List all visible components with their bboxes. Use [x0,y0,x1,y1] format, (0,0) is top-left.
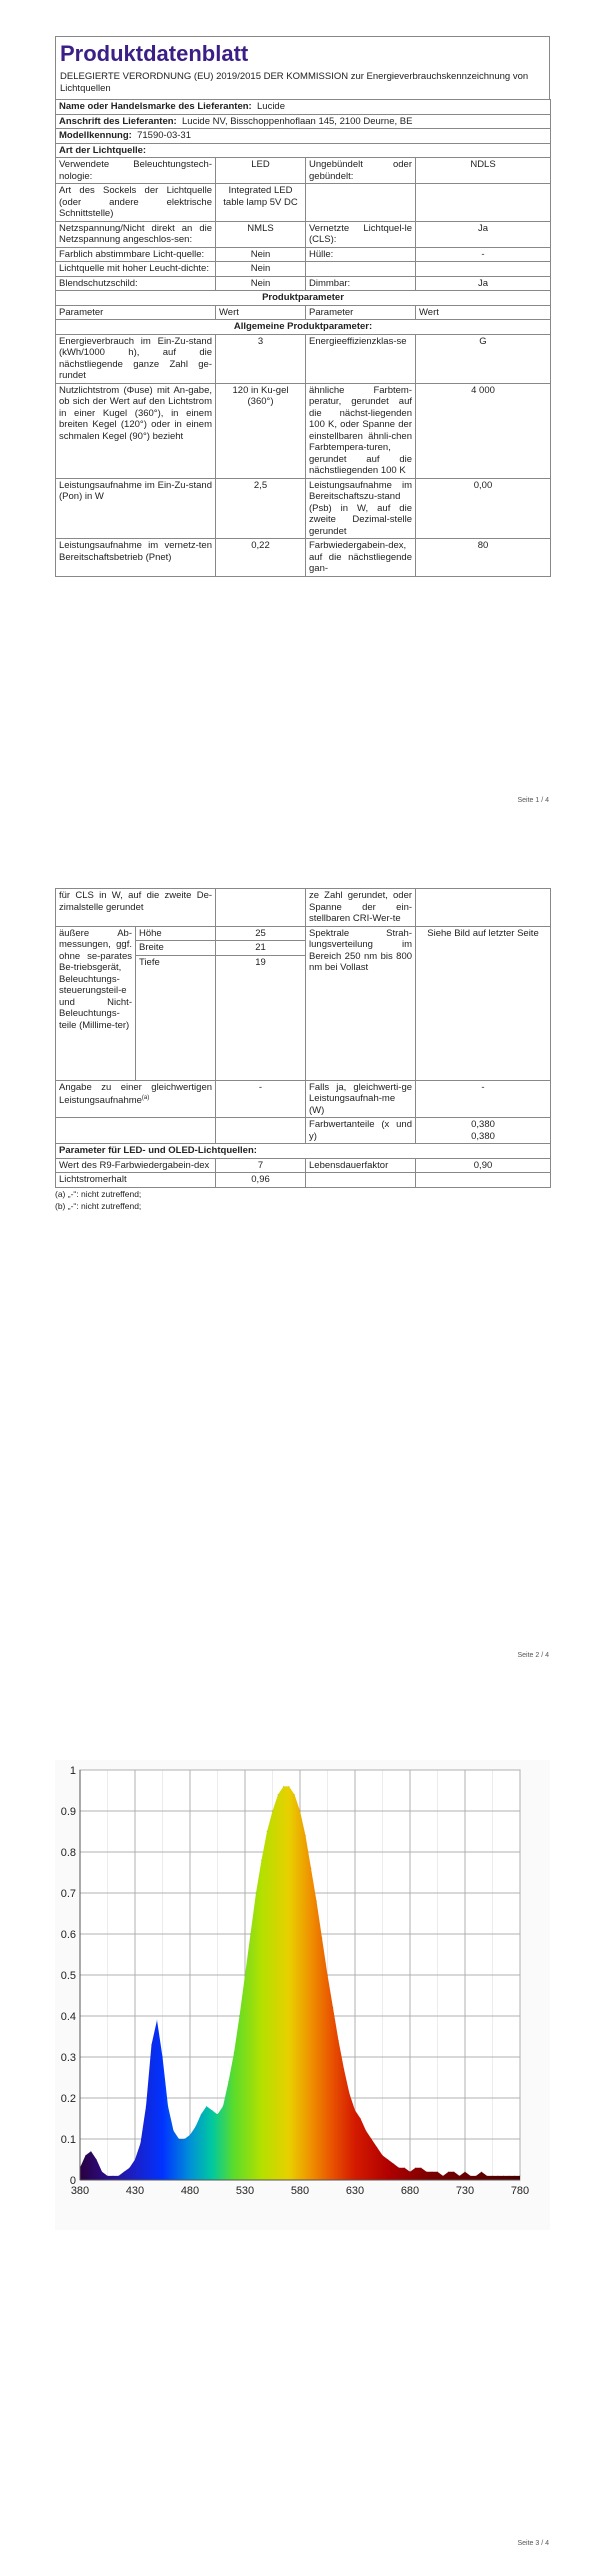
datasheet-page-2 [55,888,550,1212]
page-3 [0,1720,604,2560]
spectrum-point [404,2167,405,2168]
spectrum-point [217,2114,218,2115]
spectrum-point [283,1786,284,1787]
x-tick-label: 480 [180,2185,200,2197]
spectrum-point [409,2171,410,2172]
energy-class-label: Energieeffizienzklas-se [306,334,416,383]
bundled-label: Ungebündelt oder gebündelt: [306,158,416,184]
spectrum-point [475,2175,476,2176]
depth-label: Tiefe [136,955,216,1080]
spectrum-point [420,2167,421,2168]
spd-value: Siehe Bild auf letzter Seite [416,926,551,1080]
spectrum-point [459,2175,460,2176]
x-tick-label: 430 [125,2185,145,2197]
y-tick-label: 0.5 [60,1970,76,1982]
spectrum-point [101,2171,102,2172]
spectrum-point [85,2155,86,2156]
supplier-name-row: Name oder Handelsmarke des Lieferanten: Lucide [56,100,551,115]
colour-tunable-value: Nein [216,247,306,262]
spectrum-point [173,2130,174,2131]
spectrum-point [519,2175,520,2176]
spectrum-point [239,2015,240,2016]
energy-on-label: Energieverbrauch im Ein-Zu-stand (kWh/1000 h), auf die nächstliegende ganze Zahl ge-rundet [56,334,216,383]
spectrum-point [464,2171,465,2172]
page-2 [0,880,604,1670]
height-label: Höhe [136,926,216,941]
energy-on-value: 3 [216,334,306,383]
datasheet-table-1 [55,99,551,577]
lumen-maintenance-label: Lichtstromerhalt [56,1173,216,1188]
standby-value: 0,00 [416,478,551,539]
spectrum-point [107,2175,108,2176]
cri-value: 80 [416,539,551,577]
spectrum-point [189,2134,190,2135]
y-tick-label: 1 [69,1765,76,1777]
dimmable-value: Ja [416,276,551,291]
y-tick-label: 0.3 [60,2052,76,2064]
high-luminance-label: Lichtquelle mit hoher Leucht-dichte: [56,262,216,277]
spectrum-point [123,2171,124,2172]
colour-tunable-label: Farblich abstimmbare Licht-quelle: [56,247,216,262]
spectrum-point [481,2171,482,2172]
cri-label: Farbwiedergabein-dex, auf die nächstliegende gan- [306,539,416,577]
networked-standby-value: 0,22 [216,539,306,577]
spectrum-point [316,1901,317,1902]
power-on-label: Leistungsaufnahme im Ein-Zu-stand (Pon) in W [56,478,216,539]
spectrum-point [387,2159,388,2160]
spectrum-svg [55,1760,550,2230]
spectrum-point [250,1933,251,1934]
mains-value: NMLS [216,221,306,247]
energy-class-value: G [416,334,551,383]
spectrum-point [338,2040,339,2041]
spectrum-point [294,1794,295,1795]
flux-value: 120 in Ku-gel (360°) [216,383,306,478]
spd-label: Spektrale Strah-lungsverteilung im Bereich 250 nm bis 800 nm bei Vollast [306,926,416,1080]
high-luminance-value: Nein [216,262,306,277]
x-tick-label: 680 [400,2185,420,2197]
mains-label: Netzspannung/Nicht direkt an die Netzspannung angeschlos-sen: [56,221,216,247]
spectrum-point [299,1810,300,1811]
chromaticity-label: Farbwertanteile (x und y) [306,1118,416,1144]
footnote-a: (a) „-“: nicht zutreffend; [55,1188,142,1199]
y-tick-label: 0.2 [60,2093,76,2105]
spectrum-point [272,1810,273,1811]
connected-label: Vernetzte Lichtquel-le (CLS): [306,221,416,247]
led-params-heading: Parameter für LED- und OLED-Lichtquellen: [56,1144,551,1159]
equiv-power-claim-value: - [216,1080,306,1118]
spectrum-point [129,2167,130,2168]
spectrum-point [354,2110,355,2111]
x-tick-label: 530 [235,2185,255,2197]
envelope-label: Hülle: [306,247,416,262]
depth-value: 19 [216,955,306,1080]
networked-standby-label: Leistungsaufnahme im vernetz-ten Bereitschaftsbetrieb (Pnet) [56,539,216,577]
spectrum-point [415,2167,416,2168]
spectrum-point [233,2052,234,2053]
spectrum-point [288,1786,289,1787]
bundled-value: NDLS [416,158,551,184]
spectrum-point [486,2175,487,2176]
spectrum-point [261,1860,262,1861]
spectrum-point [118,2175,119,2176]
spectrum-point [332,2007,333,2008]
dimmable-label: Dimmbar: [306,276,416,291]
page-number-3: Seite 3 / 4 [517,2540,549,2547]
spectrum-point [437,2171,438,2172]
socket-value: Integrated LED table lamp 5V DC [216,184,306,222]
spectrum-point [195,2126,196,2127]
envelope-value: - [416,247,551,262]
spectrum-point [305,1835,306,1836]
page-1 [0,0,604,830]
x-tick-label: 780 [510,2185,530,2197]
spectrum-point [398,2167,399,2168]
y-tick-label: 0.6 [60,1929,76,1941]
spectrum-point [112,2175,113,2176]
standby-label: Leistungsaufnahme im Bereitschaftszu-stand (Psb) in W, auf die zweite Dezimal-stelle gerundet [306,478,416,539]
spectrum-point [503,2175,504,2176]
spectrum-point [156,2020,157,2021]
document-title: Produktdatenblatt [55,36,550,69]
page-number-1: Seite 1 / 4 [517,797,549,804]
x-tick-label: 730 [455,2185,475,2197]
equiv-power-value: - [416,1080,551,1118]
spectrum-point [96,2159,97,2160]
spectrum-point [178,2138,179,2139]
supplier-address-row: Anschrift des Lieferanten: Lucide NV, Bisschoppenhoflaan 145, 2100 Deurne, BE [56,114,551,129]
footnote-b: (b) „-“: nicht zutreffend; [55,1200,142,1211]
col-value-2: Wert [416,305,551,320]
spectrum-point [393,2163,394,2164]
spectrum-point [200,2114,201,2115]
width-label: Breite [136,941,216,956]
spectrum-point [349,2093,350,2094]
spectrum-point [244,1974,245,1975]
spectrum-point [211,2110,212,2111]
model-row: Modellkennung: 71590-03-31 [56,129,551,144]
spectrum-point [151,2044,152,2045]
tech-value: LED [216,158,306,184]
spectrum-point [508,2175,509,2176]
spectrum-point [167,2106,168,2107]
col-value-1: Wert [216,305,306,320]
anti-glare-value: Nein [216,276,306,291]
spectrum-point [162,2056,163,2057]
spectrum-point [382,2155,383,2156]
height-value: 25 [216,926,306,941]
spectrum-point [228,2081,229,2082]
col-param-1: Parameter [56,305,216,320]
spectrum-point [343,2069,344,2070]
spectrum-point [453,2171,454,2172]
spectrum-point [365,2130,366,2131]
connected-value: Ja [416,221,551,247]
cri-cont: ze Zahl gerundet, oder Spanne der ein-stellbaren CRI-Wer-te [306,889,416,927]
spectrum-point [431,2171,432,2172]
spectrum-point [376,2147,377,2148]
power-on-value: 2,5 [216,478,306,539]
spectrum-point [360,2118,361,2119]
spectrum-point [470,2175,471,2176]
spectrum-point [321,1938,322,1939]
spectrum-point [134,2159,135,2160]
chromaticity-values: 0,380 0,380 [416,1118,551,1144]
light-source-type-heading: Art der Lichtquelle: [56,143,551,158]
spectrum-point [327,1974,328,1975]
spectrum-point [448,2171,449,2172]
y-tick-label: 0.8 [60,1847,76,1859]
survival-label: Lebensdauerfaktor [306,1158,416,1173]
spectrum-point [442,2175,443,2176]
datasheet-page-1 [55,36,550,577]
y-tick-label: 0.9 [60,1806,76,1818]
spectrum-point [90,2151,91,2152]
y-tick-label: 0.4 [60,2011,76,2023]
spectrum-point [140,2143,141,2144]
x-tick-label: 580 [290,2185,310,2197]
spectrum-point [497,2175,498,2176]
product-params-heading: Produktparameter [56,291,551,306]
anti-glare-label: Blendschutzschild: [56,276,216,291]
x-tick-label: 630 [345,2185,365,2197]
tech-label: Verwendete Beleuchtungstech-nologie: [56,158,216,184]
cct-label: ähnliche Farbtem-peratur, gerundet auf die nächst-liegenden 100 K, oder Spanne der einstellbaren ähnli-chen Farbtempera-turen, gerundet auf die nächstliegenden 100 K [306,383,416,478]
dimensions-label: äußere Ab-messungen, ggf. ohne se-parates Be-triebsgerät, Beleuchtungs-steuerungsteil-e und Nicht-Beleuchtungs-teile (Millime-ter) [56,926,136,1080]
spectrum-point [206,2106,207,2107]
socket-label: Art des Sockels der Lichtquelle (oder andere elektrische Schnittstelle) [56,184,216,222]
width-value: 21 [216,941,306,956]
equiv-power-label: Falls ja, gleichwerti-ge Leistungsaufnah-me (W) [306,1080,416,1118]
networked-standby-cont: für CLS in W, auf die zweite De-zimalstelle gerundet [56,889,216,927]
spectrum-point [145,2106,146,2107]
col-param-2: Parameter [306,305,416,320]
spectrum-point [426,2171,427,2172]
page-number-2: Seite 2 / 4 [517,1652,549,1659]
spectrum-point [514,2175,515,2176]
spectrum-point [371,2138,372,2139]
y-tick-label: 0.1 [60,2134,76,2146]
spectrum-point [277,1794,278,1795]
spectrum-point [266,1831,267,1832]
spectrum-point [492,2175,493,2176]
flux-label: Nutzlichtstrom (Φuse) mit An-gabe, ob sich der Wert auf den Lichtstrom in einer Kugel (360°), in einem breiten Kegel (120°) oder in einem schmalen Kegel (90°) bezieht [56,383,216,478]
cct-value: 4 000 [416,383,551,478]
x-tick-label: 380 [70,2185,90,2197]
spectrum-point [255,1892,256,1893]
spectral-distribution-chart [55,1760,550,2230]
survival-value: 0,90 [416,1158,551,1173]
spectrum-point [222,2106,223,2107]
r9-value: 7 [216,1158,306,1173]
y-tick-label: 0.7 [60,1888,76,1900]
spectrum-point [184,2138,185,2139]
equiv-power-claim-label: Angabe zu einer gleichwertigen Leistungsaufnahme$^{(a)}$ [56,1080,216,1118]
lumen-maintenance-value: 0,96 [216,1173,306,1188]
general-params-heading: Allgemeine Produktparameter: [56,320,551,335]
datasheet-table-2 [55,888,551,1188]
r9-label: Wert des R9-Farbwiedergabein-dex [56,1158,216,1173]
spectrum-point [310,1868,311,1869]
y-tick-label: 0 [69,2175,76,2187]
regulation-subtitle: DELEGIERTE VERORDNUNG (EU) 2019/2015 DER KOMMISSION zur Energieverbrauchskennzeichnung von Lichtquellen [55,69,550,99]
